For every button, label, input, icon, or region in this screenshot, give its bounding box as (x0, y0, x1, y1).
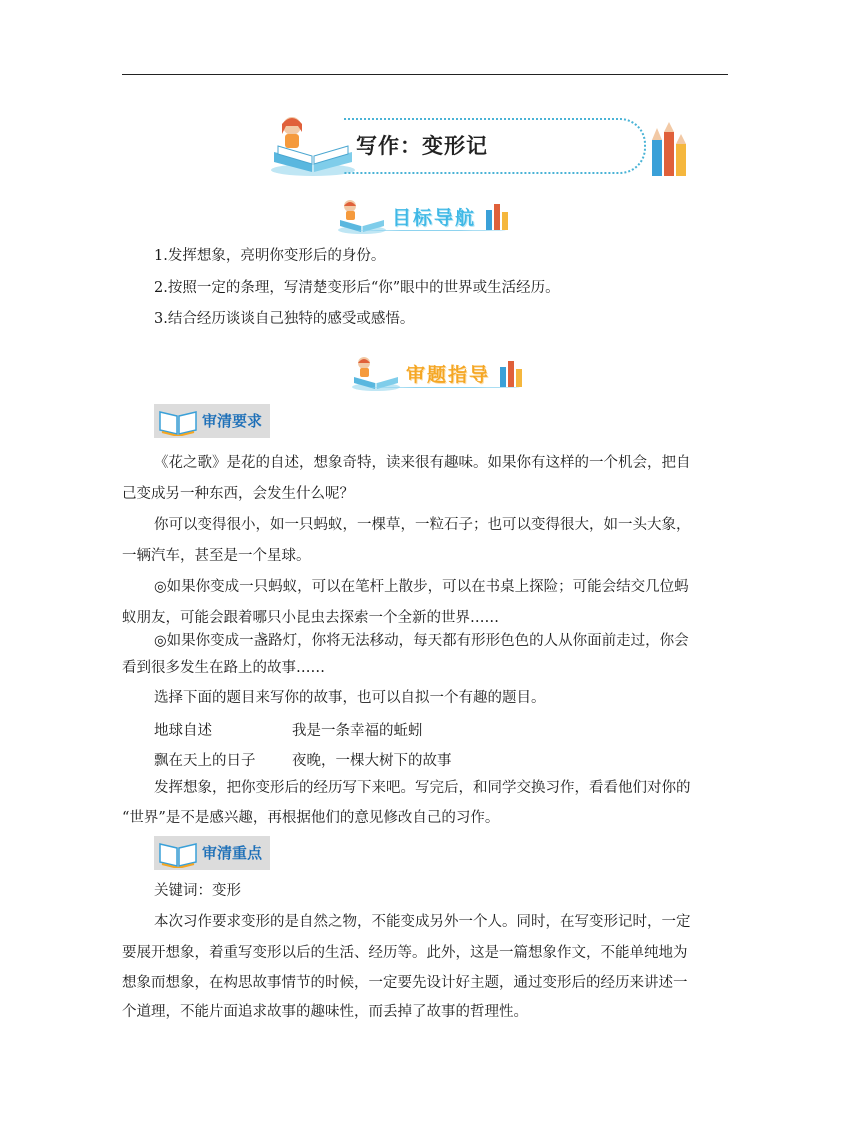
focus-heading: 审清重点 (202, 844, 263, 862)
topic-option: 飘在天上的日子 (154, 753, 256, 769)
paragraph: 你可以变得很小，如一只蚂蚁，一棵草，一粒石子；也可以变得很大，如一头大象， (154, 517, 691, 533)
paragraph: 想象而想象，在构思故事情节的时候，一定要先设计好主题，通过变形后的经历来讲述一 (122, 975, 688, 991)
pencils-icon (648, 122, 692, 178)
paragraph: 己变成另一种东西，会发生什么呢？ (122, 486, 354, 502)
topic-option: 夜晚，一棵大树下的故事 (292, 753, 452, 769)
page-title: 写作：变形记 (356, 134, 488, 158)
keyword-line: 关键词：变形 (154, 883, 241, 899)
paragraph: 看到很多发生在路上的故事…… (122, 660, 325, 676)
paragraph: 要展开想象，着重写变形以后的生活、经历等。此外，这是一篇想象作文，不能单纯地为 (122, 945, 688, 961)
pencils-icon (484, 200, 510, 230)
open-book-icon (158, 838, 198, 868)
goal-item: 1.发挥想象，亮明你变形后的身份。 (154, 248, 386, 264)
guide-heading: 审题指导 (406, 364, 491, 386)
topic-option: 我是一条幸福的蚯蚓 (292, 723, 423, 739)
guide-section-badge (350, 353, 530, 393)
title-banner (268, 112, 693, 178)
goals-heading: 目标导航 (392, 207, 477, 229)
header-rule (122, 74, 728, 75)
topic-option: 地球自述 (154, 723, 212, 739)
paragraph: 一辆汽车，甚至是一个星球。 (122, 548, 311, 564)
reading-girl-icon (336, 198, 388, 234)
paragraph: ◎如果你变成一只蚂蚁，可以在笔杆上散步，可以在书桌上探险；可能会结交几位蚂 (154, 579, 689, 595)
paragraph: “世界”是不是感兴趣，再根据他们的意见修改自己的习作。 (122, 810, 500, 826)
badge-underline (356, 230, 506, 231)
paragraph: ◎如果你变成一盏路灯，你将无法移动，每天都有形形色色的人从你面前走过，你会 (154, 633, 689, 649)
badge-underline (370, 387, 520, 388)
open-book-icon (158, 406, 198, 436)
paragraph: 选择下面的题目来写你的故事，也可以自拟一个有趣的题目。 (154, 690, 546, 706)
requirements-heading: 审清要求 (202, 412, 263, 430)
paragraph: 本次习作要求变形的是自然之物，不能变成另外一个人。同时，在写变形记时，一定 (154, 914, 691, 930)
reading-girl-icon (350, 355, 402, 391)
pencils-icon (498, 357, 524, 387)
paragraph: 发挥想象，把你变形后的经历写下来吧。写完后，和同学交换习作，看看他们对你的 (154, 780, 691, 796)
focus-subheading (154, 836, 270, 870)
paragraph: 《花之歌》是花的自述，想象奇特，读来很有趣味。如果你有这样的一个机会，把自 (154, 455, 691, 471)
goals-section-badge (336, 196, 516, 236)
requirements-subheading (154, 404, 270, 438)
goal-item: 3.结合经历谈谈自己独特的感受或感悟。 (154, 311, 415, 327)
paragraph: 个道理，不能片面追求故事的趣味性，而丢掉了故事的哲理性。 (122, 1004, 528, 1020)
paragraph: 蚁朋友，可能会跟着哪只小昆虫去探索一个全新的世界…… (122, 610, 499, 626)
goal-item: 2.按照一定的条理，写清楚变形后“你”眼中的世界或生活经历。 (154, 280, 560, 296)
